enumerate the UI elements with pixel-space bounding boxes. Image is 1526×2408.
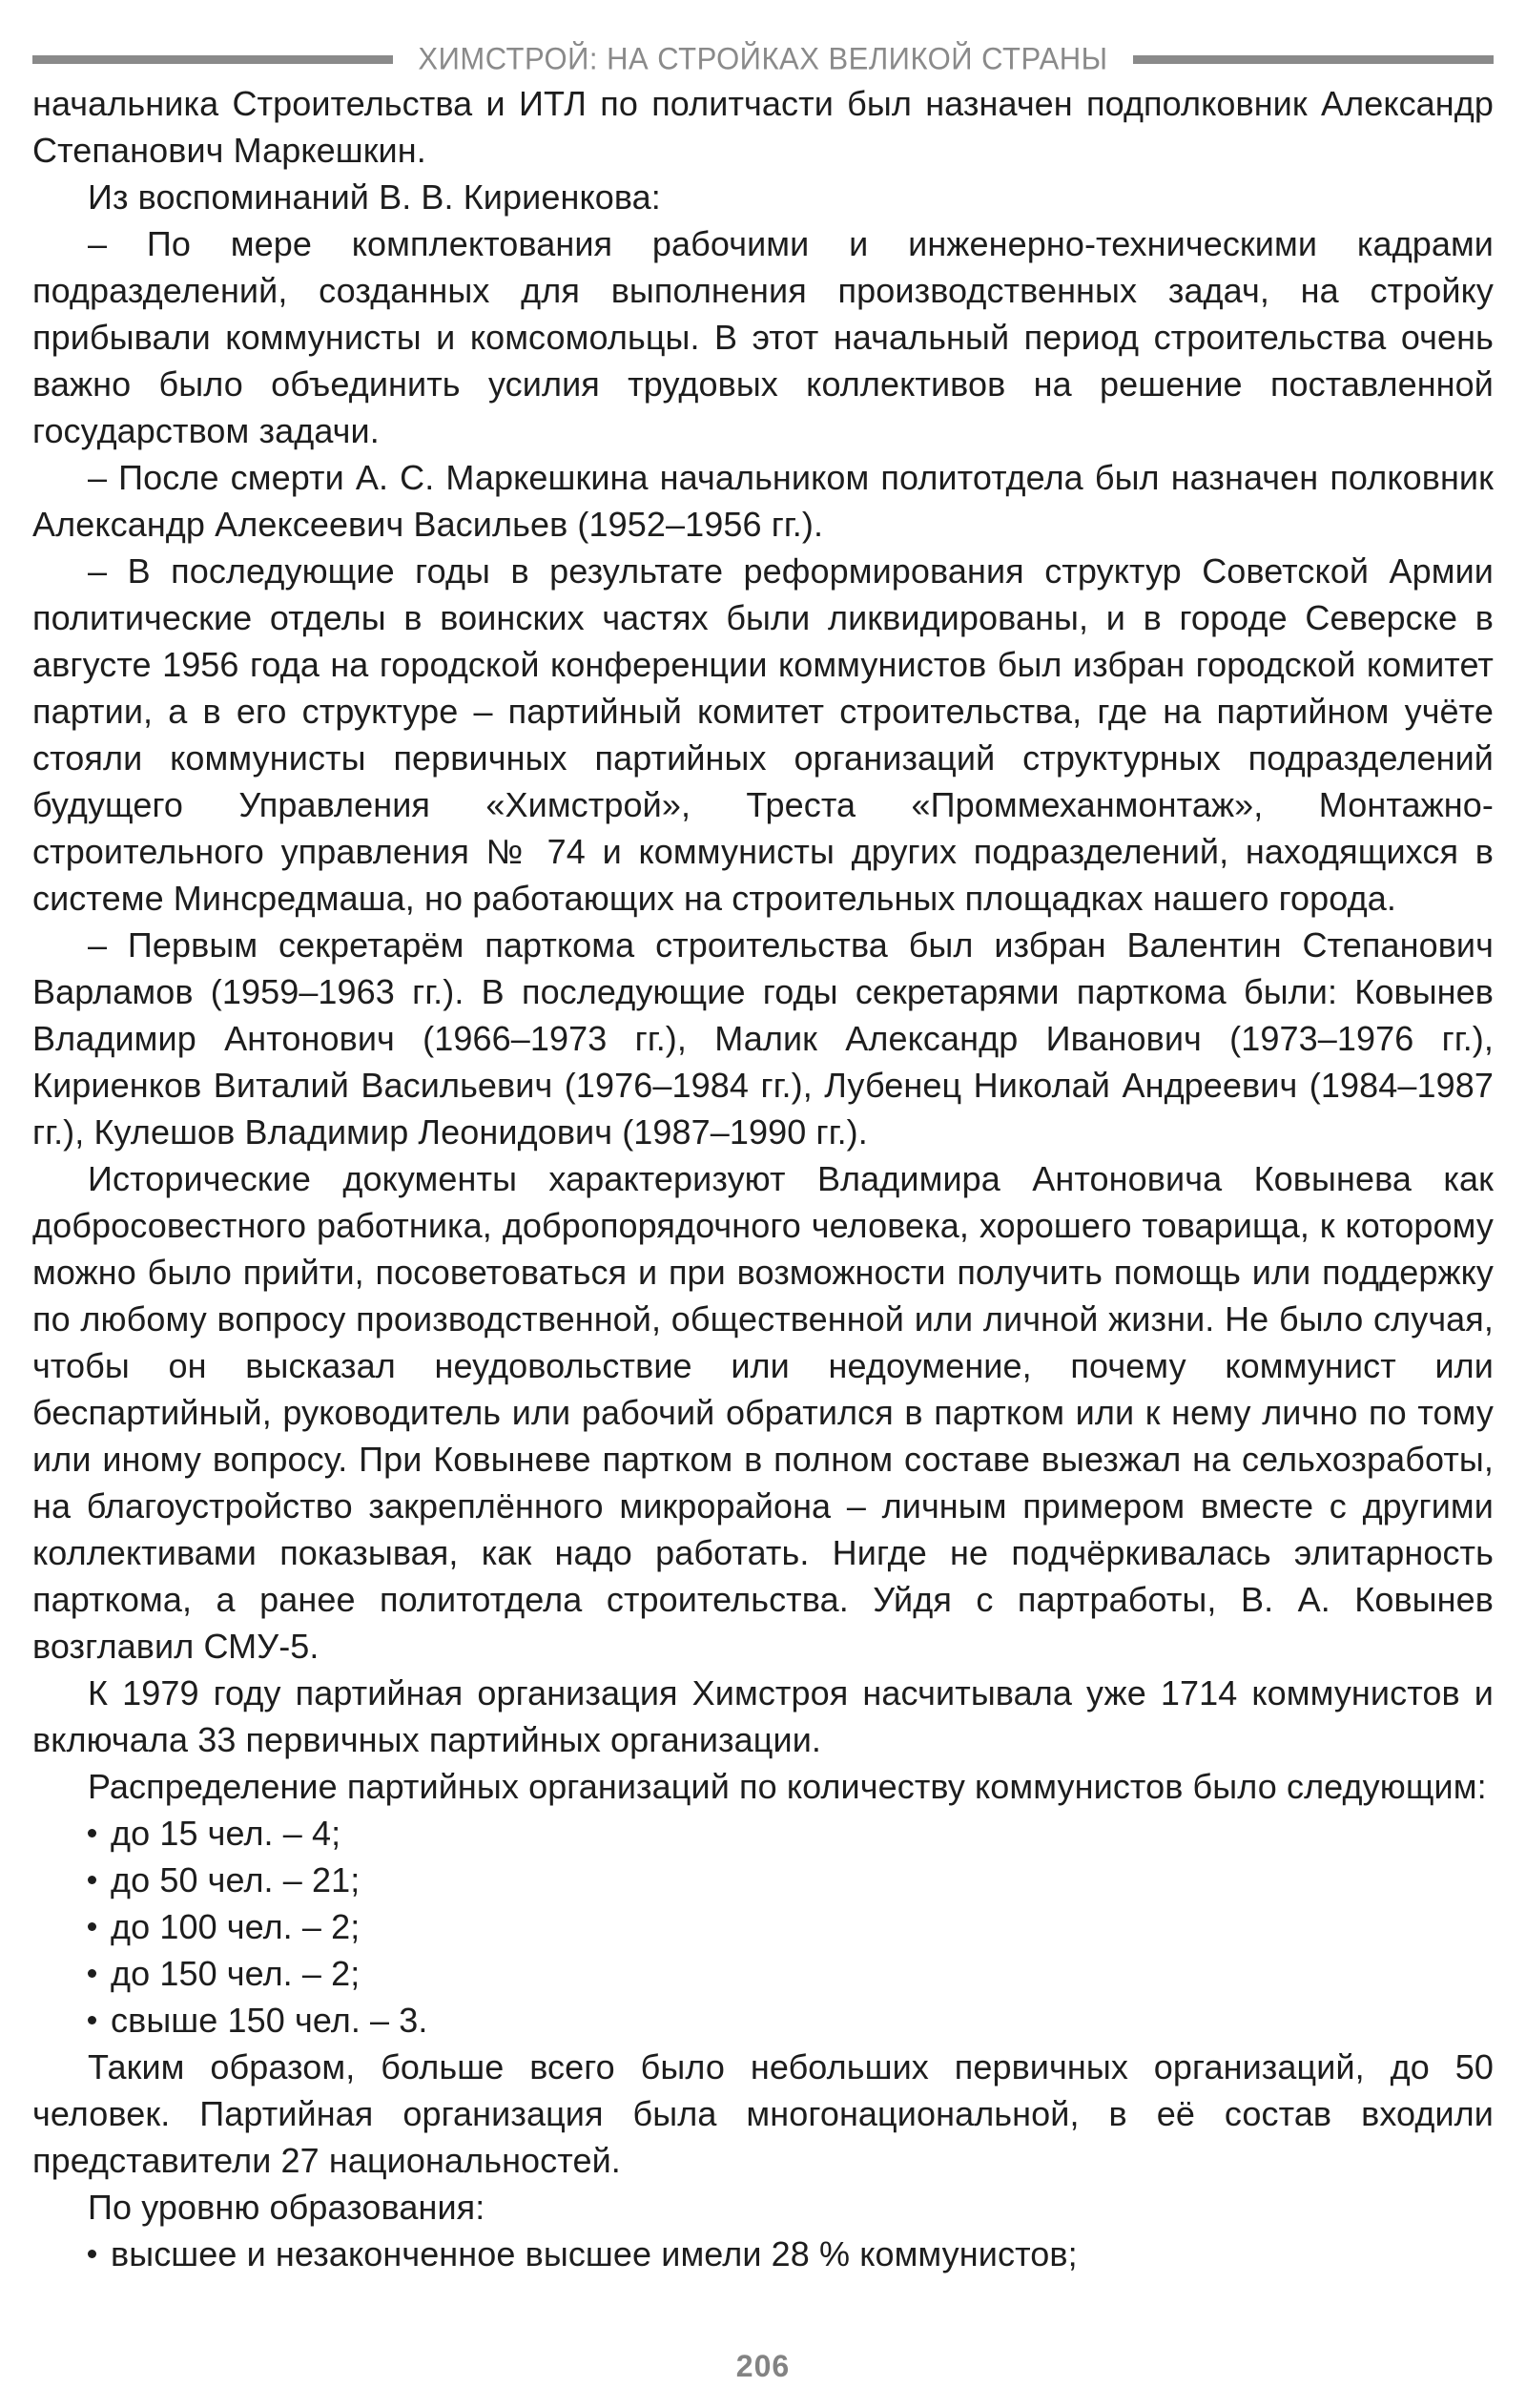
running-head-title: ХИМСТРОЙ: НА СТРОЙКАХ ВЕЛИКОЙ СТРАНЫ xyxy=(418,41,1108,76)
header-rule-left xyxy=(32,55,393,64)
body-text xyxy=(32,80,1494,2277)
list-item-text: до 100 чел. – 2; xyxy=(111,1907,361,1946)
header-rule-right xyxy=(1133,55,1494,64)
list-item xyxy=(32,1810,1494,1857)
paragraph: – По мере комплектования рабочими и инженерно-техническими кадрами подразделений, созданных для выполнения производственных задач, на стройку прибывали коммунисты и комсомольцы. В этот начальный период строительства очень важно было объединить усилия трудовых коллективов на решение поставленной государством задачи. xyxy=(32,224,1494,450)
paragraph: – Первым секретарём парткома строительства был избран Валентин Степанович Варламов (1959–1963 гг.). В последующие годы секретарями парткома были: Ковынев Владимир Антонович (1966–1973 гг.), Малик Александр Иванович (1973–1976 гг.), Кириенков Виталий Васильевич (1976–1984 гг.), Лубенец Николай Андреевич (1984–1987 гг.), Кулешов Владимир Леонидович (1987–1990 гг.). xyxy=(32,925,1494,1152)
page-number: 206 xyxy=(735,2349,791,2383)
paragraph: начальника Строительства и ИТЛ по политчасти был назначен подполковник Александр Степанович Маркешкин. xyxy=(32,84,1494,170)
list-item-text: до 15 чел. – 4; xyxy=(111,1814,341,1853)
list-item xyxy=(32,1903,1494,1950)
paragraph: Исторические документы характеризуют Владимира Антоновича Ковынева как добросовестного работника, добропорядочного человека, хорошего товарища, к которому можно было прийти, посоветоваться и при возможности получить помощь или поддержку по любому вопросу производственной, общественной или личной жизни. Не было случая, чтобы он высказал неудовольствие или недоумение, почему коммунист или беспартийный, руководитель или рабочий обратился в партком или к нему лично по тому или иному вопросу. При Ковыневе партком в полном составе выезжал на сельхозработы, на благоустройство закреплённого микрорайона – личным примером вместе с другими коллективами показывая, как надо работать. Нигде не подчёркивалась элитарность парткома, а ранее политотдела строительства. Уйдя с партработы, В. А. Ковынев возглавил СМУ-5. xyxy=(32,1159,1494,1666)
list-item-text: до 50 чел. – 21; xyxy=(111,1860,361,1899)
bullet-list xyxy=(32,1810,1494,2044)
bullet-dot-icon xyxy=(88,1876,96,1884)
list-item xyxy=(32,2231,1494,2277)
paragraph: Из воспоминаний В. В. Кириенкова: xyxy=(88,177,661,217)
bullet-dot-icon xyxy=(88,1922,96,1931)
paragraph: К 1979 году партийная организация Химстроя насчитывала уже 1714 коммунистов и включала 33 первичных партийных организации. xyxy=(32,1673,1494,1759)
paragraph: – В последующие годы в результате реформирования структур Советской Армии политические отделы в воинских частях были ликвидированы, и в городе Северске в августе 1956 года на городской конференции коммунистов был избран городской комитет партии, а в его структуре – партийный комитет строительства, где на партийном учёте стояли коммунисты первичных партийных организаций структурных подразделений будущего Управления «Химстрой», Треста «Проммеханмонтаж», Монтажно-строительного управления № 74 и коммунисты других подразделений, находящихся в системе Минсредмаша, но работающих на строительных площадках нашего города. xyxy=(32,551,1494,918)
list-item-text: высшее и незаконченное высшее имели 28 % коммунистов; xyxy=(111,2234,1078,2273)
bullet-list xyxy=(32,2231,1494,2277)
paragraph: По уровню образования: xyxy=(88,2188,485,2227)
bullet-dot-icon xyxy=(88,2250,96,2258)
paragraph: Таким образом, больше всего было небольших первичных организаций, до 50 человек. Партийная организация была многонациональной, в её состав входили представители 27 национальностей. xyxy=(32,2047,1494,2180)
list-item xyxy=(32,1950,1494,1997)
list-item-text: свыше 150 чел. – 3. xyxy=(111,2001,428,2040)
list-item xyxy=(32,1997,1494,2044)
page-header xyxy=(32,42,1494,76)
paragraph: – После смерти А. С. Маркешкина начальником политотдела был назначен полковник Александр Алексеевич Васильев (1952–1956 гг.). xyxy=(32,458,1494,544)
bullet-dot-icon xyxy=(88,1969,96,1978)
list-item xyxy=(32,1857,1494,1903)
bullet-dot-icon xyxy=(88,1829,96,1837)
paragraph: Распределение партийных организаций по количеству коммунистов было следующим: xyxy=(88,1767,1487,1806)
list-item-text: до 150 чел. – 2; xyxy=(111,1954,361,1993)
bullet-dot-icon xyxy=(88,2016,96,2024)
